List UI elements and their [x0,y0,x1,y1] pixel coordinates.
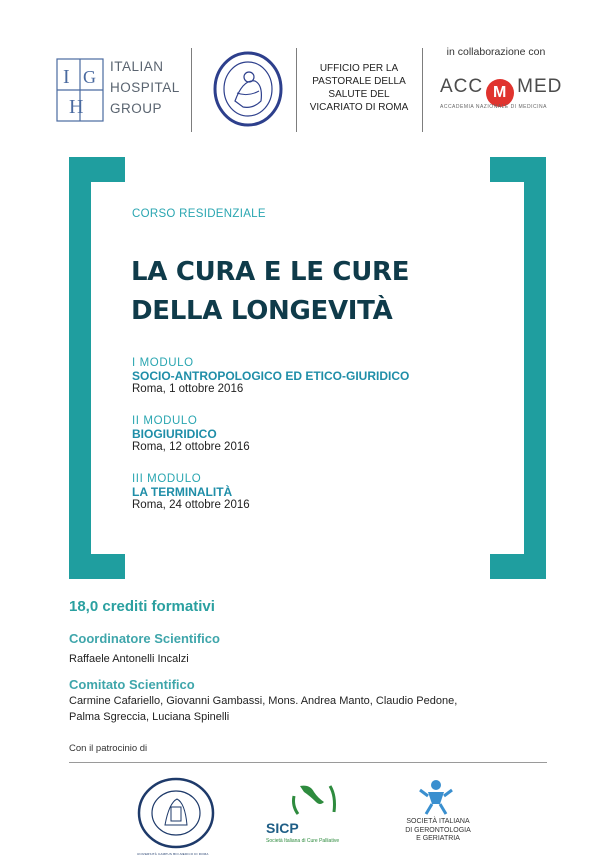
page-title: LA CURA E LE CURE DELLA LONGEVITÀ [131,257,410,326]
left-bracket-bottom [69,554,125,579]
ihg-logo-icon [55,57,105,123]
accmed-subtitle: ACCADEMIA NAZIONALE DI MEDICINA [440,104,547,110]
right-bracket [524,157,546,579]
module-3 [132,473,250,511]
committee-heading: Comitato Scientifico [69,677,195,692]
module-label: II MODULO [132,415,198,427]
module-name: LA TERMINALITÀ [132,485,233,499]
module-name: SOCIO-ANTROPOLOGICO ED ETICO-GIURIDICO [132,369,410,383]
campus-biomedico-name: UNIVERSITÀ CAMPUS BIO-MEDICO DI ROMA [137,852,209,856]
coordinator-heading: Coordinatore Scientifico [69,631,220,646]
svg-text:I: I [63,66,70,88]
svg-text:G: G [83,67,96,87]
office-name: UFFICIO PER LA PASTORALE DELLA SALUTE DEL VICARIATO DI ROMA [309,63,409,113]
course-type: CORSO RESIDENZIALE [132,208,266,220]
module-date: Roma, 1 ottobre 2016 [132,383,244,395]
camilliani-seal-icon [213,51,283,127]
committee-members: Carmine Cafariello, Giovanni Gambassi, Mons. Andrea Manto, Claudio Pedone, Palma Sgreccia, Luciana Spinelli [69,695,458,723]
right-bracket-top [490,157,546,182]
module-label: III MODULO [132,473,202,485]
module-2 [132,415,250,453]
accmed-m-icon: M [486,79,514,107]
module-date: Roma, 24 ottobre 2016 [132,499,250,511]
campus-biomedico-seal-icon [137,777,215,849]
divider [422,48,423,132]
module-1 [132,357,409,395]
coordinator-name: Raffaele Antonelli Incalzi [69,653,189,665]
ihg-name: ITALIAN HOSPITAL GROUP [110,59,180,116]
module-label: I MODULO [132,357,194,369]
divider [296,48,297,132]
collaboration-label: in collaborazione con [446,46,546,58]
accmed-left: ACC [440,76,484,97]
divider [69,762,547,763]
left-bracket [69,157,91,579]
sicp-acronym: SICP [266,820,299,836]
right-bracket-bottom [490,554,546,579]
patronage-label: Con il patrocinio di [69,743,148,754]
accmed-logo [440,76,562,107]
sicp-full: Società Italiana di Cure Palliative [266,838,340,844]
divider [191,48,192,132]
sigg-name: SOCIETÀ ITALIANA DI GERONTOLOGIA E GERIATRIA [405,818,471,842]
accmed-right: MED [517,76,563,97]
left-bracket-top [69,157,125,182]
credits: 18,0 crediti formativi [69,598,215,615]
module-date: Roma, 12 ottobre 2016 [132,441,250,453]
module-name: BIOGIURIDICO [132,427,217,441]
svg-text:H: H [69,96,84,118]
sigg-figure-icon [414,778,460,816]
sicp-italy-icon [290,782,340,818]
